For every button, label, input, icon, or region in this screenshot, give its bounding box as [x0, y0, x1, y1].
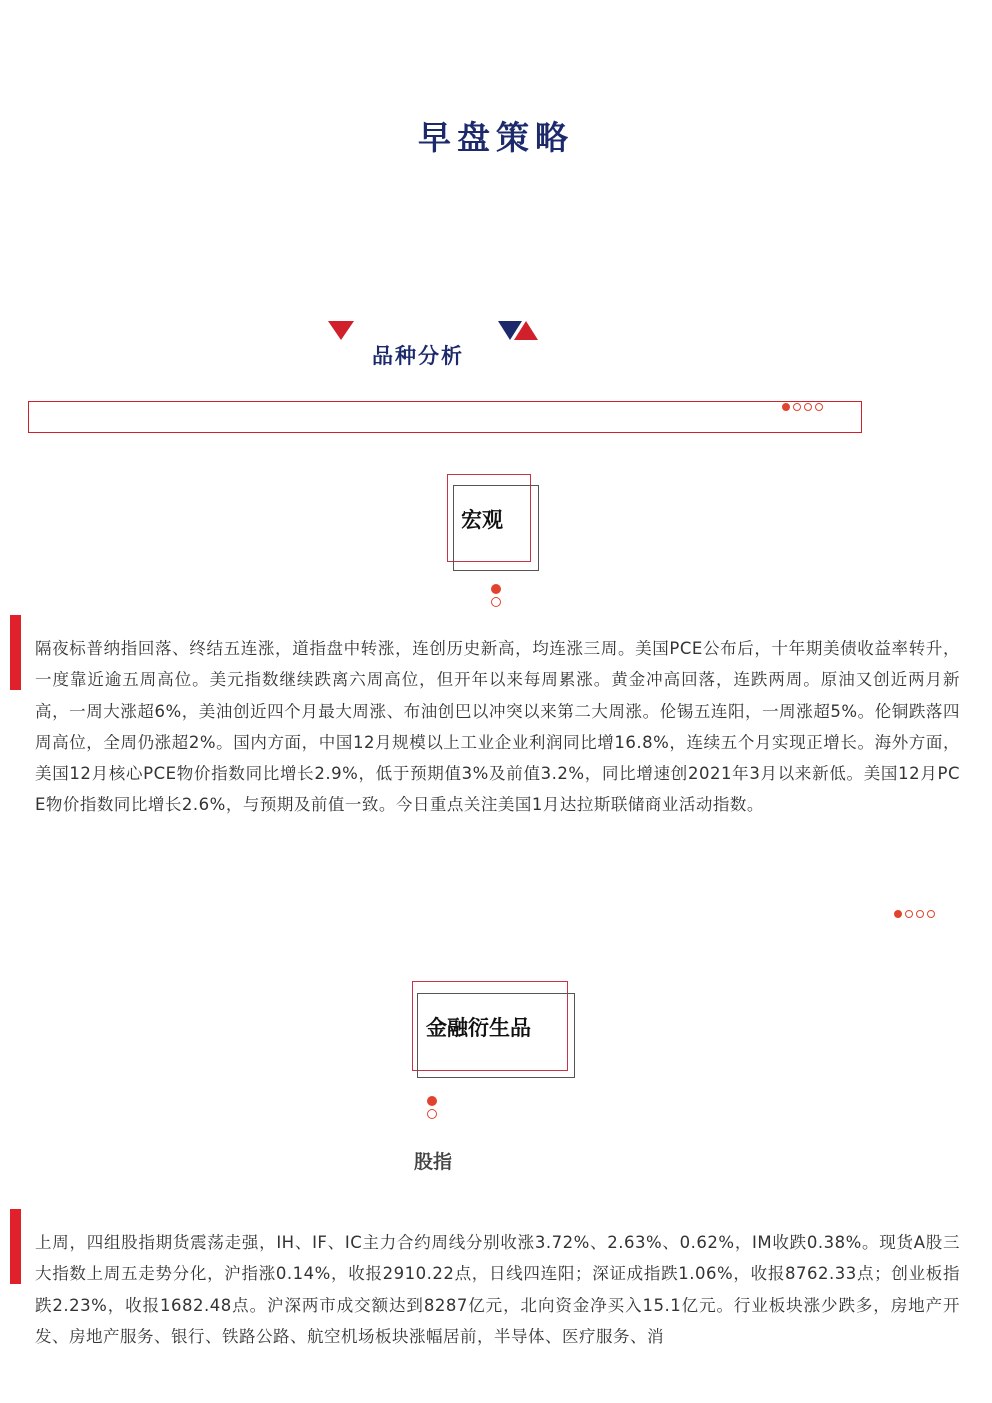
red-triangle-up-icon [514, 321, 538, 340]
macro-title-box [447, 474, 542, 574]
financial-title: 金融衍生品 [426, 1016, 531, 1040]
macro-accent-bar [10, 615, 21, 690]
financial-title-box [412, 981, 577, 1081]
decorative-banner-frame [28, 401, 862, 433]
financial-paragraph: 上周，四组股指期货震荡走强，IH、IF、IC主力合约周线分别收涨3.72%、2.63%、0.62%，IM收跌0.38%。现货A股三大指数上周五走势分化，沪指涨0.14%，收报2910.22点，日线四连阳；深证成指跌1.06%，收报8762.33点；创业板指跌2.23%，收报1682.48点。沪深两市成交额达到8287亿元，北向资金净买入15.1亿元。行业板块涨少跌多，房地产开发、房地产服务、银行、铁路公路、航空机场板块涨幅居前，半导体、医疗服务、消 [35, 1233, 960, 1346]
banner-dots-icon [782, 403, 823, 411]
section-dots-icon [894, 910, 935, 918]
page-title: 早盘策略 [418, 118, 574, 157]
section-header-label: 品种分析 [372, 344, 464, 368]
macro-title: 宏观 [461, 508, 503, 532]
financial-accent-bar [10, 1209, 21, 1284]
macro-paragraph: 隔夜标普纳指回落、终结五连涨，道指盘中转涨，连创历史新高，均连涨三周。美国PCE公布后，十年期美债收益率转升，一度靠近逾五周高位。美元指数继续跌离六周高位，但开年以来每周累涨。黄金冲高回落，连跌两周。原油又创近两月新高，一周大涨超6%，美油创近四个月最大周涨、布油创巴以冲突以来第二大周涨。伦锡五连阳，一周涨超5%。伦铜跌落四周高位，全周仍涨超2%。国内方面，中国12月规模以上工业企业利润同比增16.8%，连续五个月实现正增长。海外方面，美国12月核心PCE物价指数同比增长2.9%，低于预期值3%及前值3.2%，同比增速创2021年3月以来新低。美国12月PCE物价指数同比增长2.6%，与预期及前值一致。今日重点关注美国1月达拉斯联储商业活动指数。 [35, 639, 960, 815]
financial-dots-icon [427, 1096, 439, 1122]
red-triangle-icon [328, 321, 354, 340]
stock-index-subtitle: 股指 [413, 1151, 452, 1173]
macro-dots-icon [491, 584, 503, 610]
section-header [326, 318, 546, 378]
